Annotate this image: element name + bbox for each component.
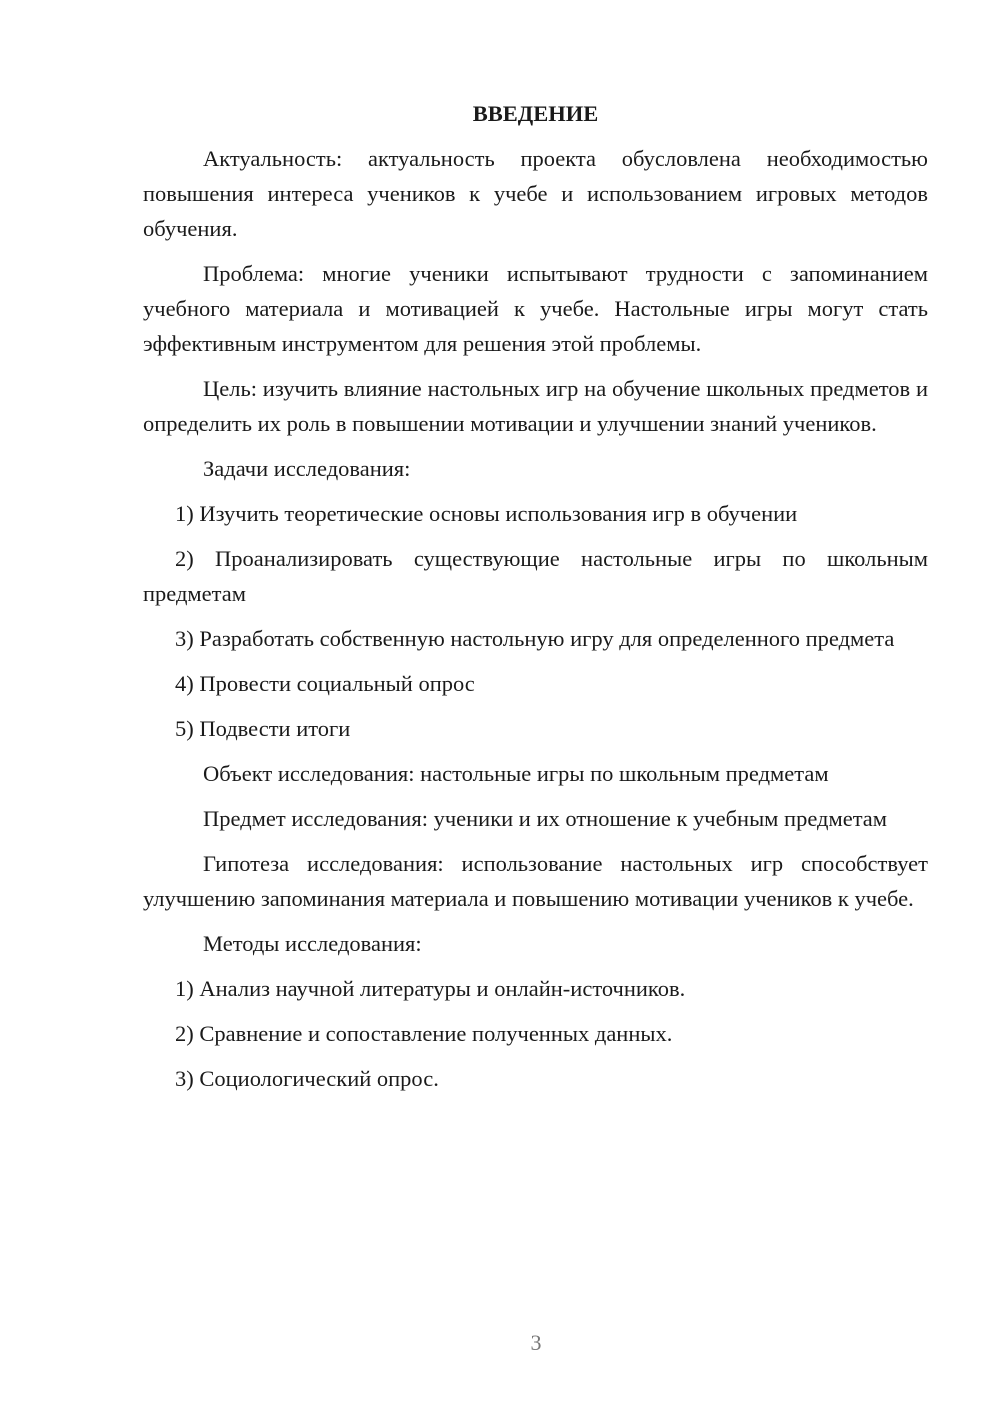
section-title: ВВЕДЕНИЕ [472, 101, 599, 126]
list-item: 5) Подвести итоги [175, 716, 351, 741]
paragraph-problem: Проблема: многие ученики испытывают трудности с запоминанием учебного материала и мотивацией к учебе. Настольные игры могут стать эффективным инструментом для решения этой проблемы. [143, 261, 928, 356]
list-item: 2) Сравнение и сопоставление полученных данных. [175, 1021, 673, 1046]
list-item: 3) Социологический опрос. [175, 1066, 439, 1091]
paragraph-subject: Предмет исследования: ученики и их отношение к учебным предметам [203, 806, 888, 831]
list-item: 4) Провести социальный опрос [175, 671, 475, 696]
paragraph-hypothesis: Гипотеза исследования: использование настольных игр способствует улучшению запоминания материала и повышению мотивации учеников к учебе. [143, 851, 928, 911]
page-number: 3 [530, 1330, 542, 1355]
page-content [143, 96, 928, 1106]
list-item: 1) Изучить теоретические основы использования игр в обучении [175, 501, 798, 526]
paragraph-relevance: Актуальность: актуальность проекта обусловлена необходимостью повышения интереса учеников к учебе и использованием игровых методов обучения. [143, 146, 928, 241]
list-item: 2) Проанализировать существующие настольные игры по школьным предметам [143, 546, 928, 606]
list-item: 1) Анализ научной литературы и онлайн-источников. [175, 976, 686, 1001]
paragraph-methods-heading: Методы исследования: [203, 931, 422, 956]
paragraph-object: Объект исследования: настольные игры по школьным предметам [203, 761, 829, 786]
paragraph-goal: Цель: изучить влияние настольных игр на обучение школьных предметов и определить их роль в повышении мотивации и улучшении знаний учеников. [143, 376, 928, 436]
paragraph-tasks-heading: Задачи исследования: [203, 456, 411, 481]
list-item: 3) Разработать собственную настольную игру для определенного предмета [175, 626, 895, 651]
